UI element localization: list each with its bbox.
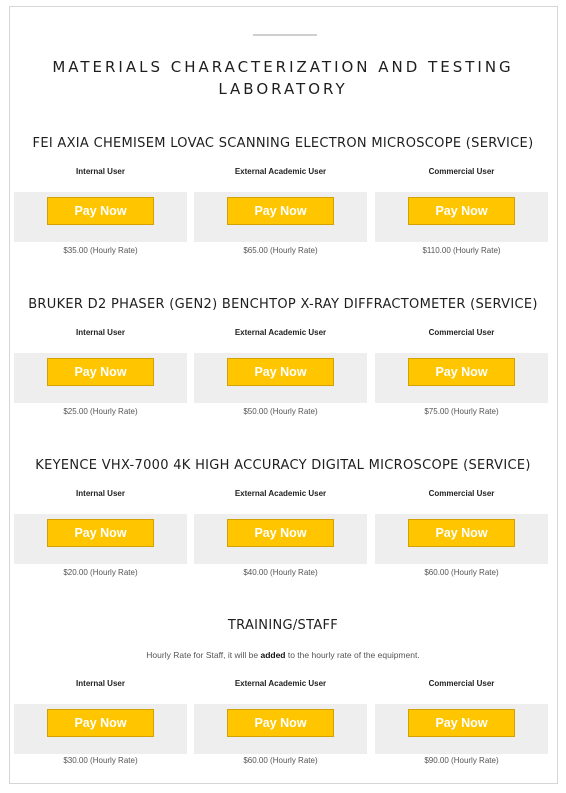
title-divider (253, 34, 317, 36)
section-title: TRAINING/STAFF (227, 618, 339, 633)
column-heading: External Academic User (234, 328, 327, 337)
pay-box (14, 192, 187, 242)
pay-box (194, 514, 367, 564)
section-title: KEYENCE VHX-7000 4K HIGH ACCURACY DIGITAL MICROSCOPE (SERVICE) (35, 458, 531, 473)
pay-now-button[interactable]: Pay Now (408, 197, 515, 225)
pay-box (194, 353, 367, 403)
pay-now-button[interactable]: Pay Now (227, 358, 334, 386)
hourly-rate: $60.00 (Hourly Rate) (424, 568, 499, 577)
column-heading: Internal User (76, 679, 125, 688)
column-heading: External Academic User (234, 489, 327, 498)
column-heading: Commercial User (428, 167, 495, 176)
section-note (10, 650, 556, 660)
pay-now-button[interactable]: Pay Now (47, 519, 154, 547)
pay-box (194, 192, 367, 242)
hourly-rate: $35.00 (Hourly Rate) (63, 246, 138, 255)
column-heading: Internal User (76, 328, 125, 337)
column-heading: External Academic User (234, 679, 327, 688)
column-heading: Internal User (76, 489, 125, 498)
pay-box (375, 704, 548, 754)
hourly-rate: $75.00 (Hourly Rate) (424, 407, 499, 416)
page-title (20, 56, 546, 100)
hourly-rate: $90.00 (Hourly Rate) (424, 756, 499, 765)
page-title-line-2: LABORATORY (218, 80, 348, 98)
note-text: to the hourly rate of the equipment. (285, 650, 420, 660)
hourly-rate: $20.00 (Hourly Rate) (63, 568, 138, 577)
column-heading: Internal User (76, 167, 125, 176)
pay-box (194, 704, 367, 754)
pay-now-button[interactable]: Pay Now (47, 709, 154, 737)
hourly-rate: $30.00 (Hourly Rate) (63, 756, 138, 765)
pay-now-button[interactable]: Pay Now (227, 197, 334, 225)
pay-box (14, 514, 187, 564)
pay-now-button[interactable]: Pay Now (408, 519, 515, 547)
pay-box (14, 353, 187, 403)
column-heading: Commercial User (428, 489, 495, 498)
hourly-rate: $40.00 (Hourly Rate) (243, 568, 318, 577)
hourly-rate: $65.00 (Hourly Rate) (243, 246, 318, 255)
pay-box (375, 353, 548, 403)
column-heading: Commercial User (428, 679, 495, 688)
pay-now-button[interactable]: Pay Now (227, 709, 334, 737)
pay-now-button[interactable]: Pay Now (408, 358, 515, 386)
hourly-rate: $60.00 (Hourly Rate) (243, 756, 318, 765)
section-title: FEI AXIA CHEMISEM LOVAC SCANNING ELECTRON MICROSCOPE (SERVICE) (32, 136, 534, 151)
column-heading: External Academic User (234, 167, 327, 176)
hourly-rate: $50.00 (Hourly Rate) (243, 407, 318, 416)
hourly-rate: $25.00 (Hourly Rate) (63, 407, 138, 416)
pay-box (375, 514, 548, 564)
pay-now-button[interactable]: Pay Now (227, 519, 334, 547)
page-title-line-1: MATERIALS CHARACTERIZATION AND TESTING (52, 58, 514, 76)
hourly-rate: $110.00 (Hourly Rate) (422, 246, 501, 255)
column-heading: Commercial User (428, 328, 495, 337)
note-emphasis: added (260, 650, 286, 660)
pay-box (375, 192, 548, 242)
pay-now-button[interactable]: Pay Now (47, 197, 154, 225)
pay-now-button[interactable]: Pay Now (47, 358, 154, 386)
pay-box (14, 704, 187, 754)
section-title: BRUKER D2 PHASER (GEN2) BENCHTOP X-RAY DIFFRACTOMETER (SERVICE) (28, 297, 538, 312)
note-text: Hourly Rate for Staff, it will be (146, 650, 261, 660)
pay-now-button[interactable]: Pay Now (408, 709, 515, 737)
